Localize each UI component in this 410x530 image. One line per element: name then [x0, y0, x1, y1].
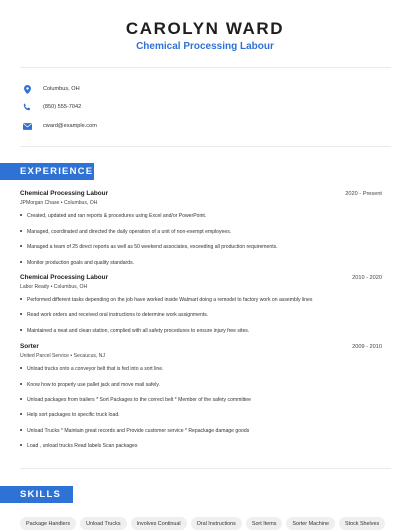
email-text: cward@example.com	[43, 123, 97, 129]
job-company: United Parcel Service	[20, 353, 69, 359]
skill-tag: Oral Instructions	[191, 517, 242, 530]
job-dates: 2009 - 2010	[352, 344, 382, 350]
phone-icon	[22, 102, 32, 112]
job-location: Columbus, OH	[63, 200, 98, 206]
location-pin-icon	[22, 84, 32, 94]
job-bullet: Managed a team of 25 direct reports as well as 50 weekend associates, exceeding all production requirements.	[20, 244, 278, 250]
job-bullet: Unload packages from trailers * Sort Packages to the correct belt * Member of the safety committee	[20, 397, 251, 403]
job-location: Columbus, OH	[53, 284, 88, 290]
skill-tag: Package Handlers	[20, 517, 76, 530]
skill-tag: Involves Continual	[131, 517, 187, 530]
job-title: Chemical Processing Labour	[20, 274, 109, 281]
divider	[20, 468, 391, 469]
job-title: Chemical Processing Labour	[20, 190, 109, 197]
job-bullet: Unload Trucks * Maintain great records and Provide customer service * Repackage damage goods	[20, 428, 249, 434]
job-company-line: JPMorgan Chase • Columbus, OH	[20, 200, 98, 206]
job-company: Labor Ready	[20, 284, 50, 290]
job-bullet: Know how to properly use pallet jack and move mail safely.	[20, 382, 160, 388]
candidate-name: CAROLYN WARD	[125, 19, 285, 38]
job-bullet: Performed different tasks depending on the job have worked inside Walmart doing a remodel to factory work on assembly lines	[20, 297, 312, 303]
skill-tag: Stock Shelves	[339, 517, 385, 530]
job-dates: 2020 - Present	[345, 191, 382, 197]
contact-email	[22, 120, 97, 132]
job-bullet: Maintained a neat and clean station, complied with all safety procedures to ensure injury free sites.	[20, 328, 249, 334]
contact-phone	[22, 101, 81, 113]
job-bullet: Read work orders and received oral instructions to determine work assignments.	[20, 312, 208, 318]
job-company-line: United Parcel Service • Secaucus, NJ	[20, 353, 106, 359]
job-bullet: Help sort packages to specific truck load.	[20, 412, 120, 418]
job-bullet: Monitor production goals and quality standards.	[20, 260, 134, 266]
skills-heading: SKILLS	[0, 486, 73, 503]
skill-tag: Unload Trucks	[80, 517, 126, 530]
skills-list	[20, 517, 385, 530]
contact-location	[22, 83, 80, 95]
job-bullet: Managed, coordinated and directed the daily operation of a unit of non-exempt employees.	[20, 229, 231, 235]
location-text: Columbus, OH	[43, 86, 80, 92]
divider	[20, 146, 391, 147]
job-bullet: Unload trucks onto a conveyor belt that is fed into a sort line.	[20, 366, 163, 372]
job-company-line: Labor Ready • Columbus, OH	[20, 284, 88, 290]
experience-heading: EXPERIENCE	[0, 163, 94, 180]
phone-text: (850) 555-7042	[43, 104, 82, 110]
job-company: JPMorgan Chase	[20, 200, 60, 206]
candidate-title: Chemical Processing Labour	[136, 41, 274, 52]
divider	[20, 67, 391, 68]
job-title: Sorter	[20, 343, 39, 350]
job-location: Secaucus, NJ	[73, 353, 106, 359]
job-dates: 2010 - 2020	[352, 275, 382, 281]
skill-tag: Sorter Machine	[286, 517, 335, 530]
job-bullet: Load , unload trucks Read labels Scan packages	[20, 443, 137, 449]
job-bullet: Created, updated and ran reports & procedures using Excel and/or PowerPoint.	[20, 213, 206, 219]
skill-tag: Sort Items	[246, 517, 283, 530]
envelope-icon	[22, 121, 32, 131]
